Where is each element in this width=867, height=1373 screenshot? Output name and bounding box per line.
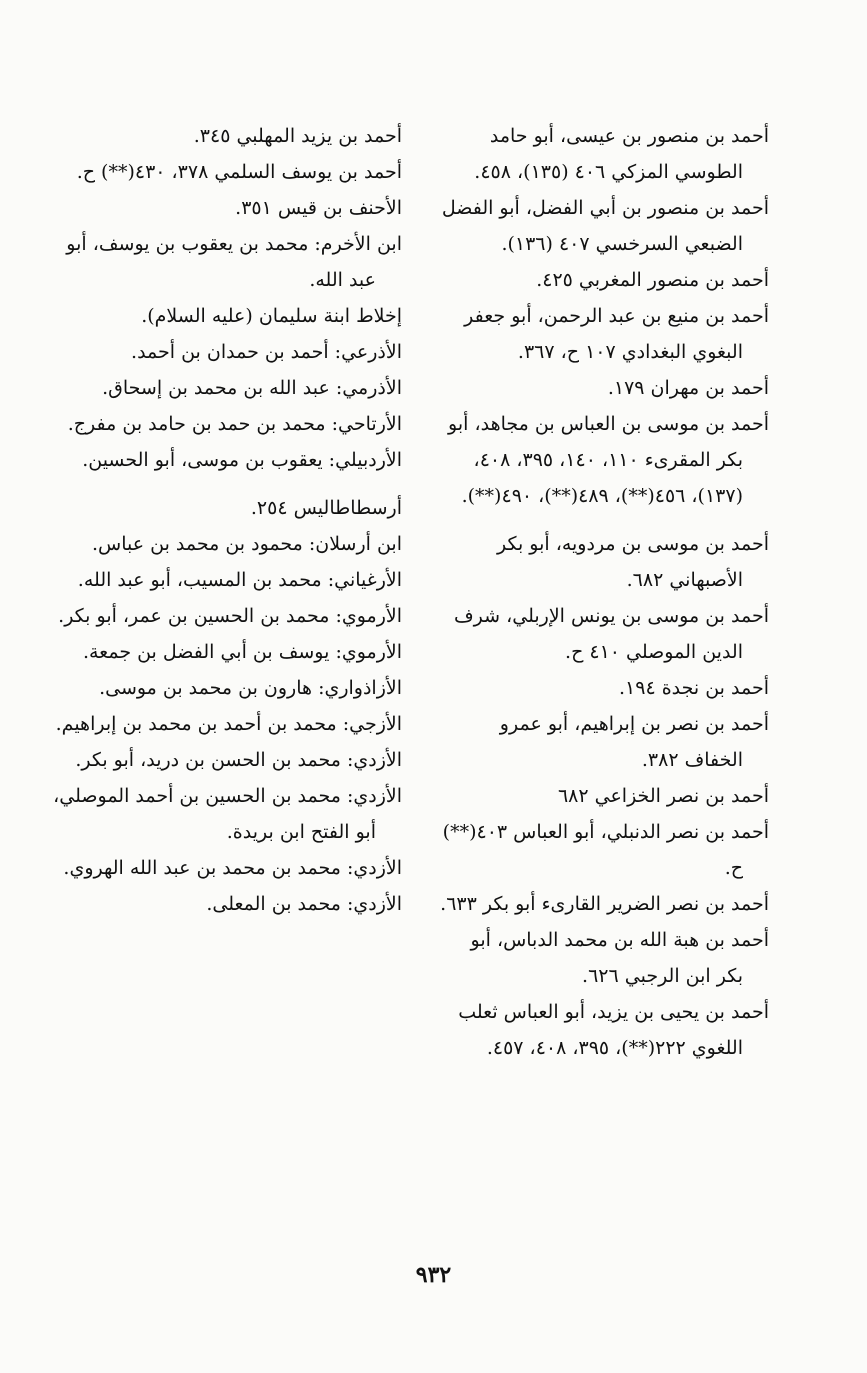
- index-entry: أحمد بن موسى بن العباس بن مجاهد، أبو بكر المقرىء ١١٠، ١٤٠، ٣٩٥، ٤٠٨، (١٣٧)، ٤٥٦(**)، ٤٨٩(**)، ٤٩٠(**).: [448, 413, 769, 507]
- index-entry: أحمد بن موسى بن مردويه، أبو بكر الأصبهاني ٦٨٢.: [496, 533, 769, 591]
- index-entry: الأزدي: محمد بن الحسن بن دريد، أبو بكر.: [75, 749, 402, 771]
- index-entry: أحمد بن منصور بن عيسى، أبو حامد الطوسي المزكي ٤٠٦ (١٣٥)، ٤٥٨.: [474, 125, 769, 183]
- index-entry: الأحنف بن قيس ٣٥١.: [235, 197, 402, 219]
- index-entry: الأزدي: محمد بن الحسين بن أحمد الموصلي، أبو الفتح ابن بريدة.: [53, 785, 402, 843]
- page-number: ٩٣٢: [415, 1262, 452, 1288]
- index-entry: ابن الأخرم: محمد بن يعقوب بن يوسف، أبو عبد الله.: [66, 233, 402, 291]
- index-entry: أرسطاطاليس ٢٥٤.: [250, 497, 402, 519]
- index-entry: أحمد بن نصر بن إبراهيم، أبو عمرو الخفاف ٣٨٢.: [499, 713, 769, 771]
- index-entry: أحمد بن نصر الدنبلي، أبو العباس ٤٠٣(**) ح.: [442, 821, 769, 879]
- right-column: [439, 118, 769, 1066]
- index-entry: أحمد بن موسى بن يونس الإربلي، شرف الدين الموصلي ٤١٠ ح.: [453, 605, 769, 663]
- left-column: [42, 118, 402, 922]
- index-entry: أحمد بن منصور المغربي ٤٢٥.: [536, 269, 769, 291]
- index-entry: الأرتاحي: محمد بن حمد بن حامد بن مفرج.: [67, 413, 402, 435]
- index-entry: الأزجي: محمد بن أحمد بن محمد بن إبراهيم.: [55, 713, 402, 735]
- index-entry: أحمد بن مهران ١٧٩.: [607, 377, 769, 399]
- index-entry: الأرموي: محمد بن الحسين بن عمر، أبو بكر.: [58, 605, 402, 627]
- index-entry: أحمد بن هبة الله بن محمد الدباس، أبو بكر ابن الرجبي ٦٢٦.: [470, 929, 769, 987]
- index-entry: أحمد بن يوسف السلمي ٣٧٨، ٤٣٠(**) ح.: [76, 161, 402, 183]
- index-entry: الأرموي: يوسف بن أبي الفضل بن جمعة.: [82, 641, 402, 663]
- index-entry: أحمد بن يزيد المهلبي ٣٤٥.: [193, 125, 402, 147]
- index-entry: الأردبيلي: يعقوب بن موسى، أبو الحسين.: [82, 449, 402, 471]
- index-entry: ابن أرسلان: محمود بن محمد بن عباس.: [91, 533, 402, 555]
- index-entry: أحمد بن يحيى بن يزيد، أبو العباس ثعلب اللغوي ٢٢٢(**)، ٣٩٥، ٤٠٨، ٤٥٧.: [458, 1001, 769, 1059]
- index-entry: أحمد بن نجدة ١٩٤.: [618, 677, 769, 699]
- index-entry: أحمد بن نصر الضرير القارىء أبو بكر ٦٣٣.: [440, 893, 769, 915]
- index-entry: الأزدي: محمد بن المعلى.: [206, 893, 402, 915]
- index-entry: الأزدي: محمد بن محمد بن عبد الله الهروي.: [63, 857, 402, 879]
- index-entry: الأزاذواري: هارون بن محمد بن موسى.: [99, 677, 402, 699]
- index-entry: الأرغياني: محمد بن المسيب، أبو عبد الله.: [77, 569, 402, 591]
- index-entry: الأذرمي: عبد الله بن محمد بن إسحاق.: [102, 377, 402, 399]
- index-entry: أحمد بن منصور بن أبي الفضل، أبو الفضل الضبعي السرخسي ٤٠٧ (١٣٦).: [441, 197, 769, 255]
- index-entry: أحمد بن منيع بن عبد الرحمن، أبو جعفر البغوي البغدادي ١٠٧ ح، ٣٦٧.: [464, 305, 769, 363]
- index-entry: الأذرعي: أحمد بن حمدان بن أحمد.: [131, 341, 402, 363]
- index-entry: إخلاط ابنة سليمان (عليه السلام).: [141, 305, 402, 327]
- index-entry: أحمد بن نصر الخزاعي ٦٨٢: [557, 785, 769, 807]
